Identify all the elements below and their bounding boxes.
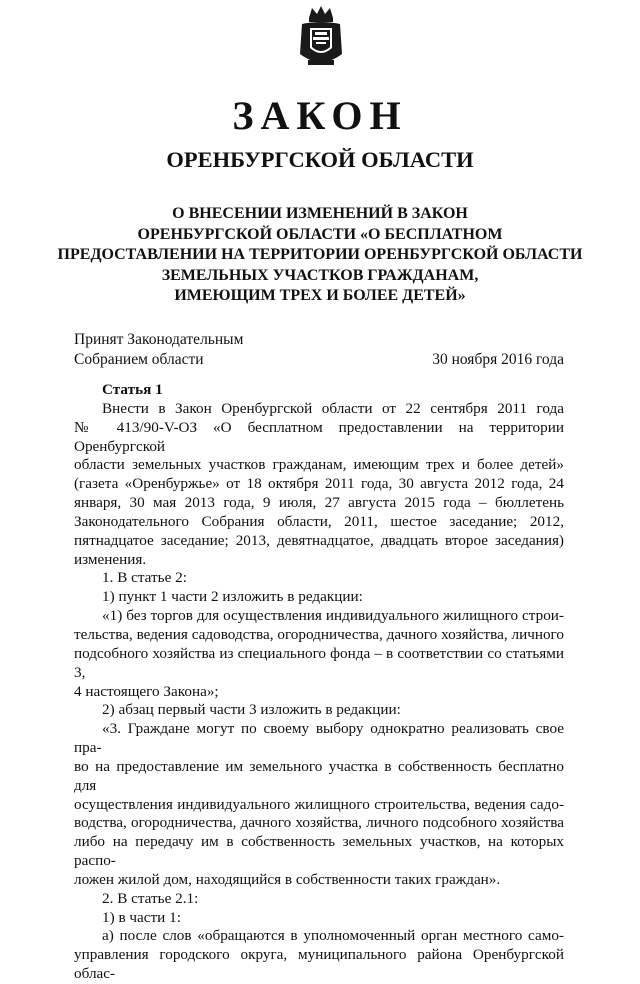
item-1: 1. В статье 2: [102,569,187,587]
law-title: ЗАКОН [232,93,408,138]
text-line: подсобного хозяйства из специального фонда – в соответствии со статьями 3, [74,644,564,681]
text-line: изменения. [74,550,147,568]
text-line: (газета «Оренбуржье» от 18 октября 2011 года, 30 августа 2012 года, 24 [74,475,564,493]
text-line: «3. Граждане могут по своему выбору однократно реализовать свое пра- [74,720,564,757]
adoption-date: 30 ноября 2016 года [432,351,564,368]
text-line: Внести в Закон Оренбургской области от 22 сентября 2011 года [102,399,564,417]
text-line: управления городского округа, муниципального района Оренбургской облас- [74,946,564,983]
text-line: № 413/90-V-ОЗ «О бесплатном предоставлении на территории Оренбургской [74,418,564,455]
quote-paragraph-1 [74,607,564,701]
text-line: осуществления индивидуального жилищного строительства, ведения садо- [74,795,564,813]
law-body [74,381,564,984]
item-2-1-a [74,927,564,984]
text-line: января, 30 мая 2013 года, 9 июля, 27 августа 2015 года – бюллетень [74,494,564,512]
heading-line: О ВНЕСЕНИИ ИЗМЕНЕНИЙ В ЗАКОН [172,205,468,222]
text-line: «1) без торгов для осуществления индивидуального жилищного строи- [102,607,564,625]
item-1-1: 1) пункт 1 части 2 изложить в редакции: [102,588,363,606]
text-line: области земельных участков гражданам, имеющим трех и более детей» [74,456,564,474]
item-2-1: 1) в части 1: [102,908,181,926]
adopted-by-body: Собранием области [74,351,204,368]
coat-of-arms-icon [296,4,346,70]
law-heading [50,204,590,307]
text-line: а) после слов «обращаются в уполномоченный орган местного само- [102,927,564,945]
region-name: ОРЕНБУРГСКОЙ ОБЛАСТИ [166,147,474,172]
heading-line: ЗЕМЕЛЬНЫХ УЧАСТКОВ ГРАЖДАНАМ, [161,266,479,284]
text-line: водства, огородничества, дачного хозяйства, личного подсобного хозяйства [74,814,564,832]
heading-line: ОРЕНБУРГСКОЙ ОБЛАСТИ «О БЕСПЛАТНОМ [137,225,503,243]
text-line: Законодательного Собрания области, 2011, шестое заседание; 2012, [74,512,564,530]
adopted-by-line: Принят Законодательным [74,331,244,348]
text-line: 4 настоящего Закона»; [74,682,219,700]
article-title: Статья 1 [102,381,163,398]
item-2: 2. В статье 2.1: [102,889,199,907]
text-line: ложен жилой дом, находящийся в собственности таких граждан». [74,870,501,888]
heading-line: ПРЕДОСТАВЛЕНИИ НА ТЕРРИТОРИИ ОРЕНБУРГСКОЙ ОБЛАСТИ [57,246,583,263]
text-line: тельства, ведения садоводства, огородничества, дачного хозяйства, личного [74,625,564,643]
text-line: во на предоставление им земельного участка в собственность бесплатно для [74,757,564,794]
quote-paragraph-2 [74,720,564,890]
intro-paragraph [74,400,564,570]
adoption-block [74,330,564,370]
item-1-2: 2) абзац первый части 3 изложить в редакции: [102,701,401,719]
text-line: пятнадцатое заседание; 2013, девятнадцатое, двадцать второе заседания) [74,531,564,549]
heading-line: ИМЕЮЩИМ ТРЕХ И БОЛЕЕ ДЕТЕЙ» [174,287,466,304]
text-line: либо на передачу им в собственность земельных участков, на которых распо- [74,833,564,870]
